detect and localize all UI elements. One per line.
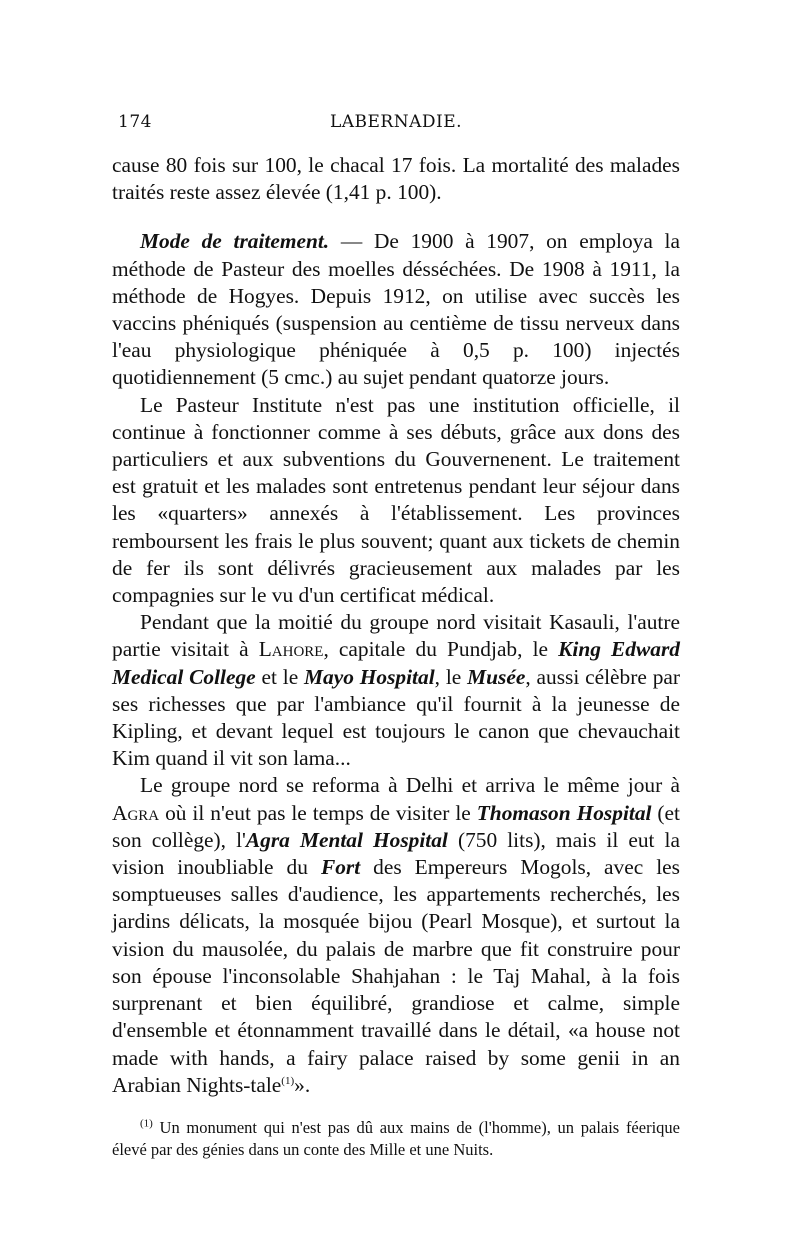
agra-text-f: ». bbox=[294, 1072, 311, 1097]
running-head: LABERNADIE. bbox=[329, 112, 463, 132]
paragraph-agra bbox=[112, 772, 680, 1098]
agra-text-a: Le groupe nord se reforma à Delhi et arriva le même jour à bbox=[140, 773, 680, 798]
footnote-spacer bbox=[112, 1099, 680, 1117]
page-header bbox=[112, 112, 680, 142]
paragraph-treatment bbox=[112, 228, 680, 391]
agra-text-e: des Empereurs Mogols, avec les somptueuses salles d'audience, les appartements recherchés, les jardins délicats, la mosquée bijou (Pearl Mosque), et surtout la vision du mausolée, du palais de marbre que fit construire pour son épouse l'inconsolable Shahjahan : le Taj Mahal, à la fois surprenant et bien équilibré, grandiose et calme, simple d'ensemble et étonnamment travaillé dans le détail, «a house not made with hands, a fairy palace raised by some genii in an Arabian Nights-tale bbox=[112, 855, 681, 1097]
paragraph-lahore bbox=[112, 609, 680, 772]
agra-mental-hospital: Agra Mental Hospital bbox=[245, 827, 448, 852]
book-page bbox=[112, 112, 680, 1161]
fort: Fort bbox=[320, 855, 361, 880]
lahore-text-b: , capitale du Pundjab, le bbox=[323, 637, 559, 662]
footnote-text: Un monument qui n'est pas dû aux mains de (l'homme), un palais féerique élevé par des génies dans un conte des Mille et une Nuits. bbox=[112, 1117, 680, 1159]
treatment-text: — De 1900 à 1907, on employa la méthode de Pasteur des moelles désséchées. De 1908 à 1911, la méthode de Hogyes. Depuis 1912, on utilise avec succès les vaccins phéniqués (suspension au centième de tissu nerveux dans l'eau physiologique phéniquée à 0,5 p. 100) injectés quotidiennement (5 cmc.) au sujet pendant quatorze jours. bbox=[112, 229, 680, 390]
place-lahore: Lahore bbox=[258, 637, 324, 662]
paragraph-mortality: cause 80 fois sur 100, le chacal 17 fois. La mortalité des malades traités reste assez élevée (1,41 p. 100). bbox=[112, 153, 680, 205]
lahore-text-c: et le bbox=[255, 664, 305, 689]
lahore-text-a: Pendant que la moitié du groupe nord visitait Kasauli, l'autre partie visitait à bbox=[112, 610, 680, 662]
place-agra: Agra bbox=[112, 800, 160, 825]
thomason-hospital: Thomason Hospital bbox=[476, 800, 652, 825]
body-text bbox=[112, 152, 680, 1099]
lahore-text-d: , le bbox=[434, 664, 468, 689]
musee: Musée bbox=[467, 664, 526, 689]
footnote-marker: (1) bbox=[140, 1117, 153, 1130]
page-number: 174 bbox=[118, 112, 152, 132]
agra-text-b: où il n'eut pas le temps de visiter le bbox=[159, 800, 477, 825]
footnote-reference[interactable]: (1) bbox=[281, 1074, 295, 1087]
agra-text-d: (750 lits), mais il eut la vision inoubliable du bbox=[112, 827, 680, 880]
agra-text-c: (et son collège), l' bbox=[112, 800, 680, 852]
king-edward-college: King Edward Medical College bbox=[112, 637, 680, 689]
lahore-text-e: , aussi célèbre par ses richesses que par l'ambiance qu'il fournit à la jeunesse de Kipling, et devant lequel est toujours le canon que chevauchait Kim quand il vit son lama... bbox=[112, 664, 681, 771]
footnote bbox=[112, 1117, 680, 1161]
paragraph-institute: Le Pasteur Institute n'est pas une institution officielle, il continue à fonctionner comme à ses débuts, grâce aux dons des particuliers et aux subventions du Gouvernenent. Le traitement est gratuit et les malades sont entretenus pendant leur séjour dans les «quarters» annexés à l'établissement. Les provinces remboursent les frais le plus souvent; quant aux tickets de chemin de fer ils sont délivrés gracieusement aux malades par les compagnies sur le vu d'un certificat médical. bbox=[112, 392, 680, 608]
mayo-hospital: Mayo Hospital bbox=[304, 664, 435, 689]
paragraph-gap bbox=[112, 206, 680, 228]
section-title: Mode de traitement. bbox=[140, 229, 330, 254]
